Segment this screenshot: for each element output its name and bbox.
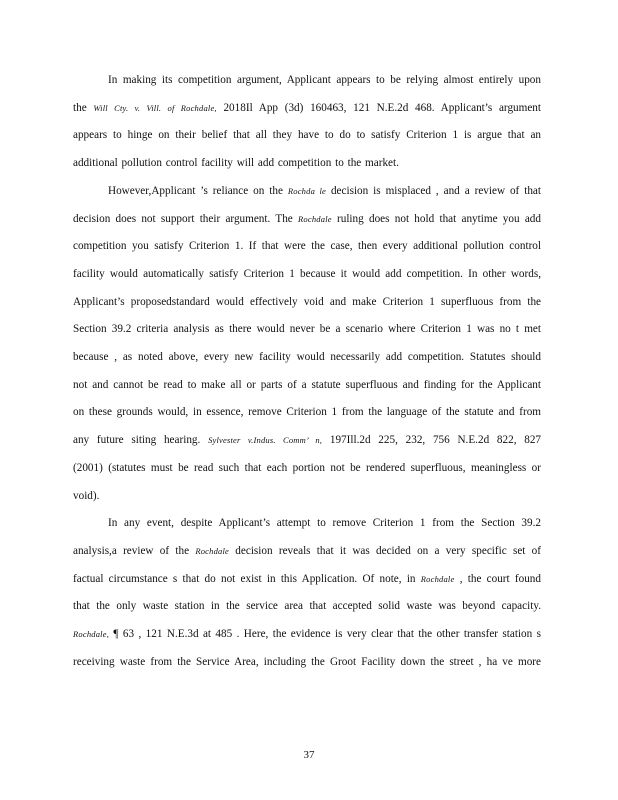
text-run: because , as noted above, every new facility would necessarily add competition. Statutes should — [73, 351, 541, 363]
text-run: However,Applicant ’s reliance on the — [108, 184, 288, 197]
text-run: the — [73, 101, 94, 114]
text-run: Applicant’s proposedstandard would effectively void and make Criterion 1 superfluous from the — [73, 295, 541, 308]
text-run: receiving waste from the Service Area, including the Groot Facility down the street , ha ve more — [73, 655, 541, 668]
case-citation: Rochda le — [287, 185, 327, 196]
case-citation: Rochdale — [195, 545, 230, 556]
text-line — [73, 378, 541, 392]
text-line — [73, 599, 541, 613]
text-run: ruling does not hold that anytime you add — [331, 212, 541, 225]
text-line — [73, 405, 541, 419]
case-citation: Rochdale, — [73, 629, 110, 639]
text-run: not and cannot be read to make all or parts of a statute superfluous and finding for the Applicant — [73, 378, 541, 391]
text-line — [73, 295, 541, 309]
case-citation: Rochdale — [298, 213, 332, 224]
text-line — [73, 101, 541, 115]
case-citation: Will Cty. v. Vill. of Rochdale, — [93, 102, 217, 113]
text-run: decision does not support their argument. The — [73, 212, 299, 225]
text-line — [108, 516, 541, 530]
text-line — [73, 433, 541, 447]
case-citation: Sylvester v.Indus. Comm’ n, — [208, 435, 323, 446]
text-line — [73, 461, 541, 475]
text-run: In any event, despite Applicant’s attempt to remove Criterion 1 from the Section 39.2 — [108, 517, 541, 530]
text-line — [73, 322, 541, 336]
text-run: additional pollution control facility will add competition to the market. — [73, 157, 399, 170]
text-run: void). — [73, 489, 100, 502]
text-run: analysis,a review of the — [73, 544, 196, 557]
text-run: Section 39.2 criteria analysis as there would never be a scenario where Criterion 1 was no t met — [73, 323, 541, 336]
text-run: decision is misplaced , and a review of that — [326, 184, 541, 197]
text-run: In making its competition argument, Applicant appears to be relying almost entirely upon — [108, 74, 541, 86]
case-citation: Rochdale — [420, 573, 455, 584]
text-line — [73, 267, 541, 281]
text-run: competition you satisfy Criterion 1. If that were the case, then every additional pollution control — [73, 240, 541, 253]
text-line — [73, 212, 541, 226]
text-line — [73, 489, 541, 503]
text-line — [73, 156, 541, 170]
text-line — [73, 128, 541, 142]
text-run: on these grounds would, in essence, remove Criterion 1 from the language of the statute and from — [73, 406, 541, 419]
text-line — [73, 544, 541, 558]
text-line — [73, 572, 541, 586]
text-line — [108, 184, 541, 198]
text-run: (2001) (statutes must be read such that each portion not be rendered superfluous, meaningless or — [73, 461, 541, 474]
text-line — [73, 350, 541, 364]
text-line — [73, 655, 541, 669]
text-run: ¶ 63 , 121 N.E.3d at 485 . Here, the evidence is very clear that the other transfer station s — [109, 628, 541, 640]
text-run: 197Ill.2d 225, 232, 756 N.E.2d 822, 827 — [322, 434, 542, 447]
text-line — [73, 239, 541, 253]
text-line — [108, 73, 541, 87]
text-run: that the only waste station in the service area that accepted solid waste was beyond capacity. — [73, 600, 541, 613]
page-number: 37 — [303, 749, 315, 761]
text-run: , the court found — [454, 572, 541, 585]
text-run: any future siting hearing. — [73, 434, 209, 447]
text-line — [73, 627, 541, 641]
text-run: factual circumstance s that do not exist in this Application. Of note, in — [73, 572, 421, 585]
text-run: facility would automatically satisfy Criterion 1 because it would add competition. In other words, — [73, 267, 541, 280]
text-run: 2018Il App (3d) 160463, 121 N.E.2d 468. Applicant’s argument — [216, 101, 541, 114]
text-run: appears to hinge on their belief that all they have to do to satisfy Criterion 1 is argue that an — [73, 129, 541, 142]
text-run: decision reveals that it was decided on a very specific set of — [229, 544, 542, 557]
